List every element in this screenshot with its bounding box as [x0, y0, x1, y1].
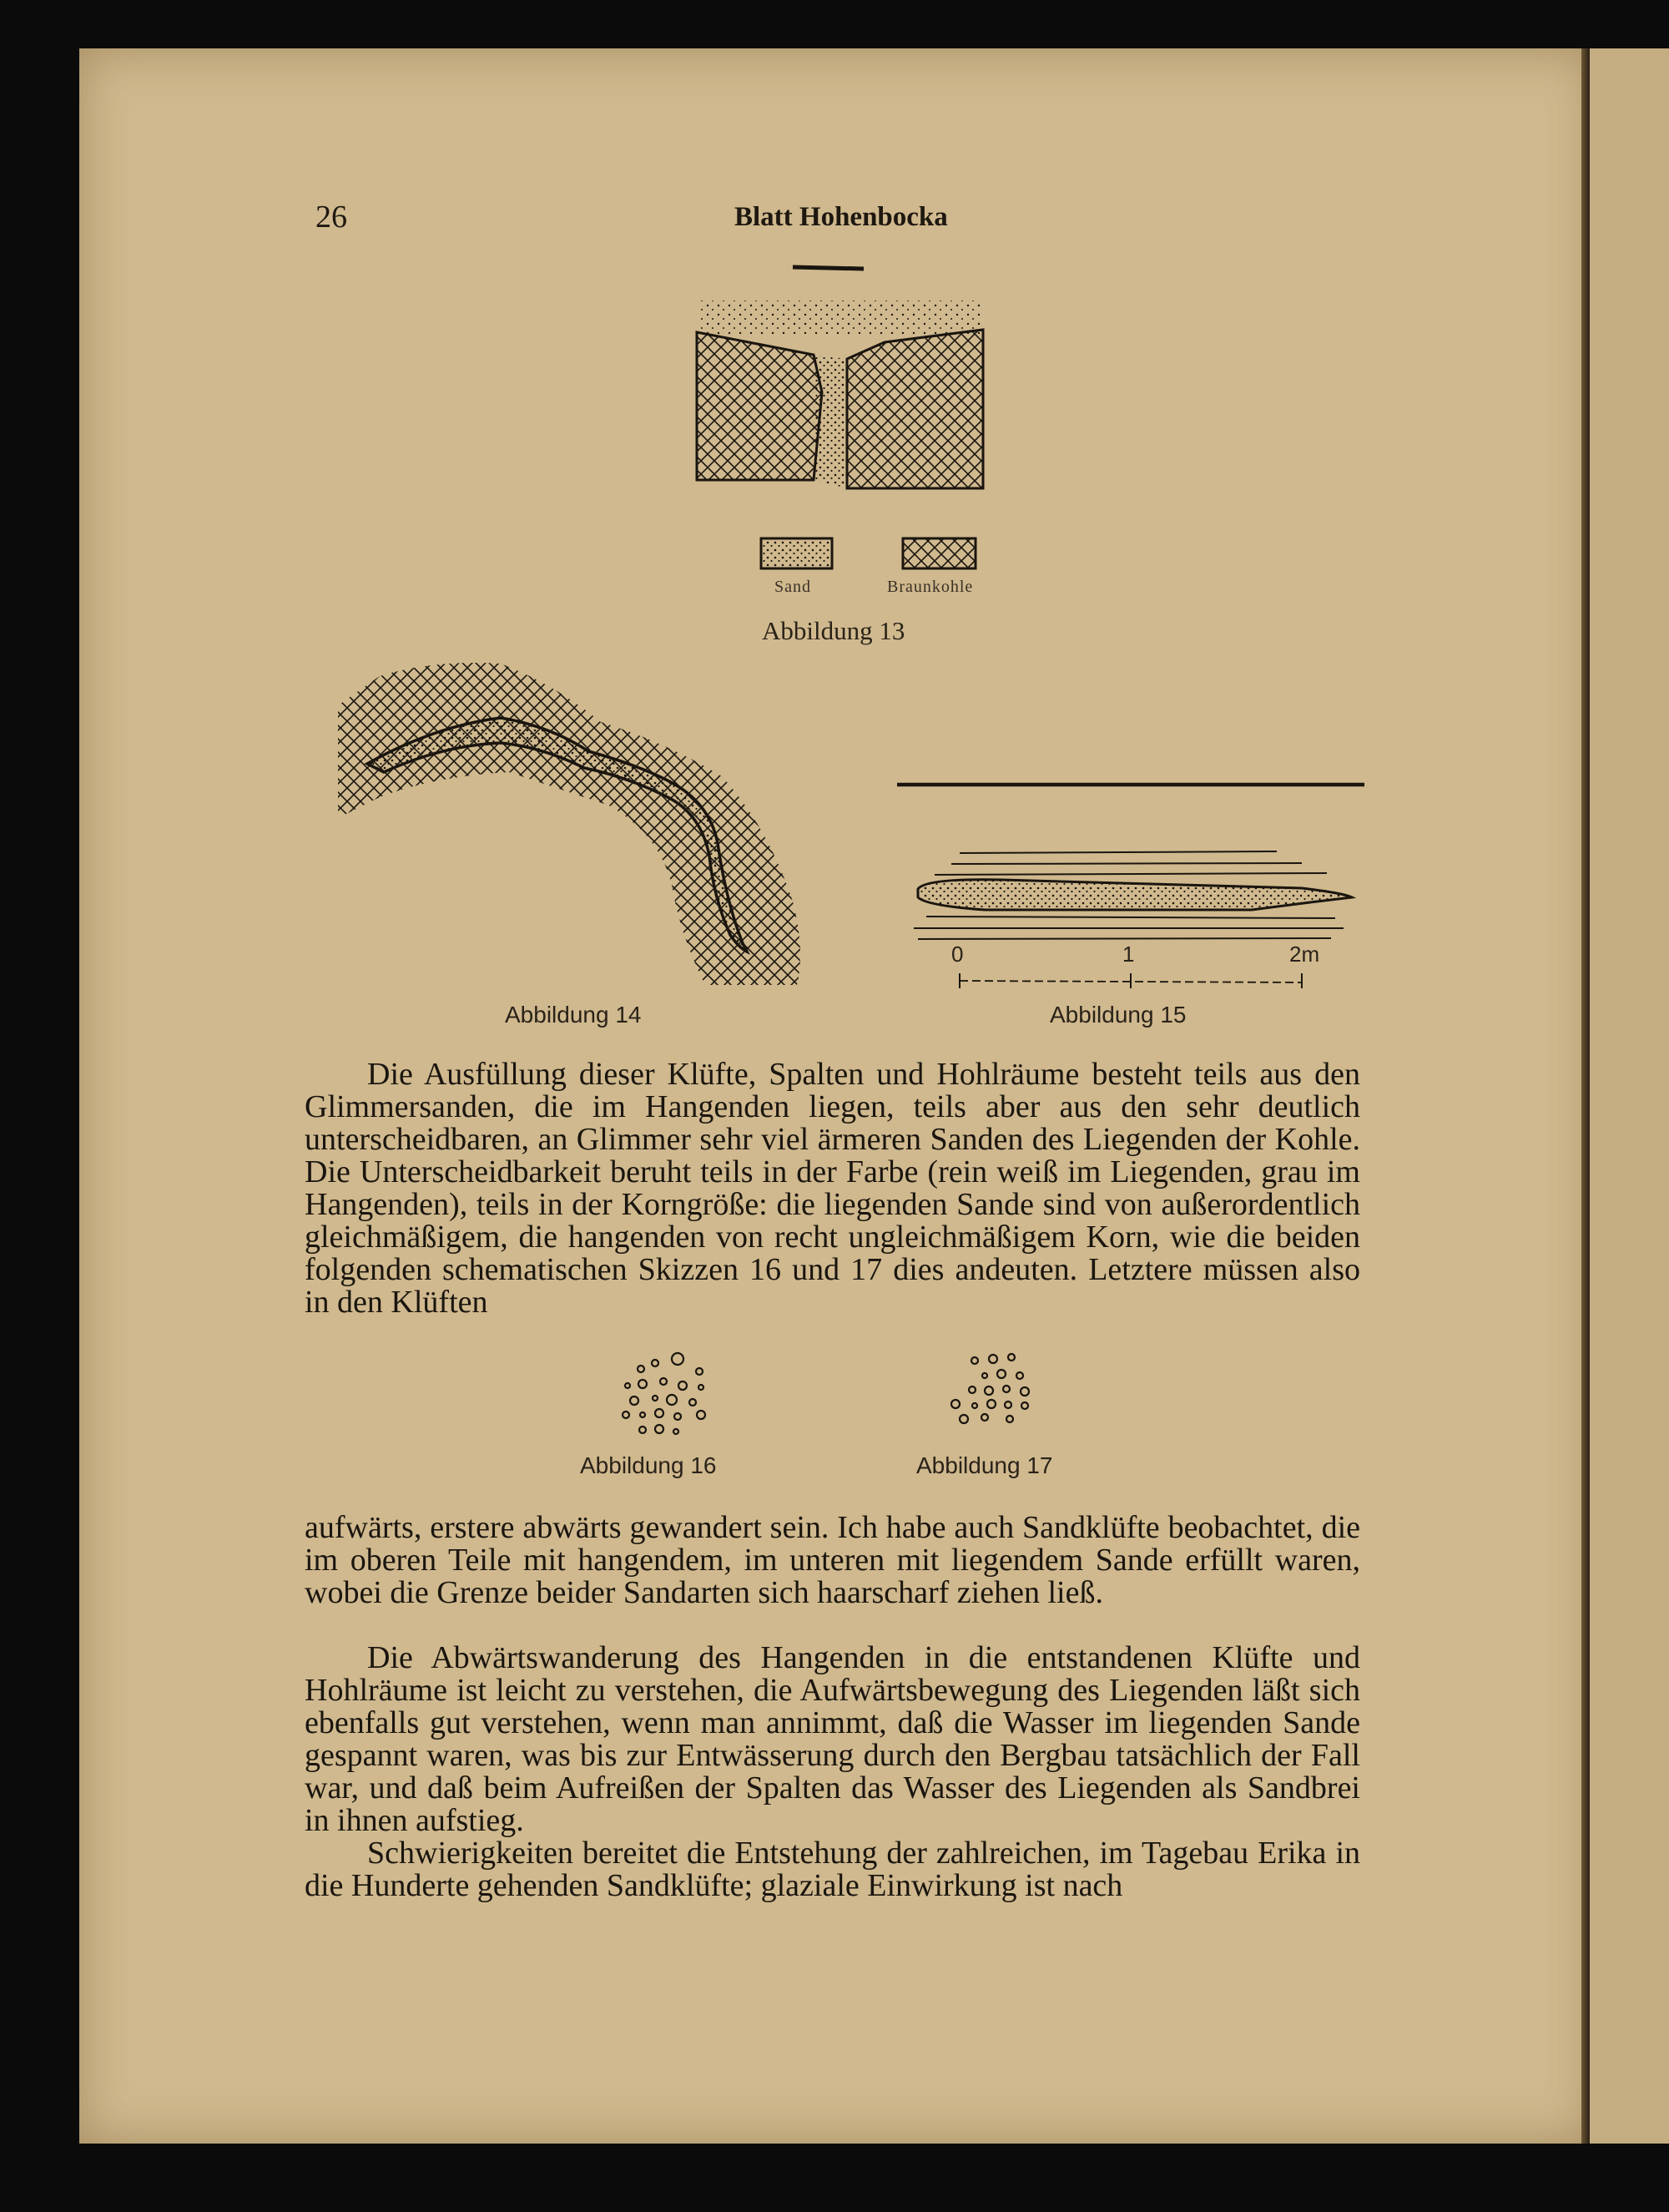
figure-15-scale-label-2: 2m	[1289, 942, 1320, 967]
grain	[981, 1414, 988, 1421]
figure-13-caption: Abbildung 13	[762, 616, 905, 645]
grain	[960, 1415, 968, 1423]
grain	[971, 1357, 978, 1364]
grain	[951, 1400, 960, 1408]
grain	[696, 1368, 703, 1375]
figure-13-mark	[793, 267, 864, 269]
grain	[1021, 1402, 1028, 1409]
figure-13-coal-block-left	[697, 332, 822, 480]
grain	[1005, 1401, 1011, 1408]
figure-17-grains	[951, 1354, 1029, 1423]
grain	[678, 1381, 687, 1390]
grain	[1006, 1416, 1013, 1422]
figure-15-caption: Abbildung 15	[1050, 1002, 1187, 1028]
grain	[638, 1366, 644, 1372]
running-header-title: Blatt Hohenbocka	[734, 202, 948, 232]
legend-coal-label: Braunkohle	[887, 578, 974, 596]
body-paragraph-2: aufwärts, erstere abwärts gewandert sein. Ich habe auch Sandklüfte beobachtet, die im oberen Teile mit hangendem, im unteren mit liegendem Sande erfüllt waren, wobei die Grenze beider Sandarten sich haarscharf ziehen ließ.	[305, 1510, 1360, 1610]
grain	[674, 1413, 681, 1420]
page-number: 26	[315, 199, 347, 235]
grain	[1016, 1372, 1023, 1379]
grain	[653, 1396, 658, 1401]
figure-15-scale-label-1: 1	[1122, 942, 1135, 967]
figure-13-coal-block-right	[847, 330, 983, 488]
grain	[697, 1411, 705, 1419]
grain	[623, 1412, 629, 1418]
grain	[630, 1396, 638, 1405]
grain	[625, 1383, 630, 1388]
figure-14-diagram	[338, 663, 800, 985]
grain	[987, 1400, 996, 1408]
grain	[640, 1412, 645, 1417]
grain	[639, 1427, 646, 1433]
grain	[689, 1399, 696, 1406]
figure-17-caption: Abbildung 17	[916, 1452, 1053, 1478]
figure-16-caption: Abbildung 16	[580, 1452, 717, 1478]
figure-16-grains	[623, 1353, 705, 1434]
legend-sand-label: Sand	[774, 578, 811, 596]
grain	[698, 1385, 703, 1390]
grain	[652, 1360, 658, 1366]
legend-sand-swatch	[761, 538, 832, 568]
figure-14-caption: Abbildung 14	[505, 1002, 642, 1028]
grain	[989, 1355, 997, 1363]
figure-15-scale-label-0: 0	[951, 942, 964, 967]
figure-15-layer-line	[918, 938, 1331, 939]
grain	[667, 1395, 677, 1405]
grain	[997, 1370, 1006, 1378]
grain	[660, 1378, 667, 1385]
figure-15-layer-line	[935, 873, 1327, 875]
grain	[655, 1409, 663, 1417]
body-paragraph-4: Schwierigkeiten bereitet die Entstehung der zahlreichen, im Tagebau Erika in die Hunderte gehenden Sandklüfte; glaziale Einwirkung ist nach	[305, 1836, 1360, 1903]
figure-13-sand-fissure	[814, 355, 847, 488]
figure-15-layer-line	[960, 851, 1277, 853]
grain	[638, 1380, 647, 1388]
figure-13-sand-cover	[699, 300, 983, 334]
grain	[969, 1386, 976, 1393]
figure-15-layer-line	[926, 917, 1335, 918]
legend-coal-swatch	[903, 538, 976, 568]
grain	[1003, 1386, 1010, 1392]
grain	[1008, 1354, 1015, 1361]
grain	[673, 1429, 678, 1434]
figure-13-diagram	[697, 267, 983, 568]
body-paragraph-3: Die Abwärtswanderung des Hangenden in die entstandenen Klüfte und Hohlräume ist leicht zu verstehen, die Aufwärtsbewegung des Liegenden läßt sich ebenfalls gut verstehen, wenn man annimmt, daß die Wasser im liegenden Sande gespannt waren, was bis zur Entwässerung durch den Bergbau tatsächlich der Fall war, und daß beim Aufreißen der Spalten das Wasser des Liegenden als Sandbrei in ihnen aufstieg.	[305, 1640, 1360, 1838]
grain	[972, 1403, 977, 1408]
grain	[1021, 1387, 1029, 1396]
grain	[655, 1425, 663, 1433]
figure-15-sand-lens	[918, 880, 1352, 910]
figure-15-layer-line	[951, 863, 1302, 864]
grain	[672, 1353, 683, 1365]
grain	[982, 1373, 987, 1378]
grain	[985, 1386, 993, 1395]
body-paragraph-1: Die Ausfüllung dieser Klüfte, Spalten und Hohlräume besteht teils aus den Glimmersanden, die im Hangenden liegen, teils aber aus den sehr deutlich unterscheidbaren, an Glimmer sehr viel ärmeren Sanden des Liegenden der Kohle. Die Unterscheidbarkeit beruht teils in der Farbe (rein weiß im Liegenden, grau im Hangenden), teils in der Korngröße: die liegenden Sande sind von außerordentlich gleichmäßigem, die hangenden von recht ungleichmäßigem Korn, wie die beiden folgenden schematischen Skizzen 16 und 17 dies andeuten. Letztere müssen also in den Klüften	[305, 1057, 1360, 1320]
